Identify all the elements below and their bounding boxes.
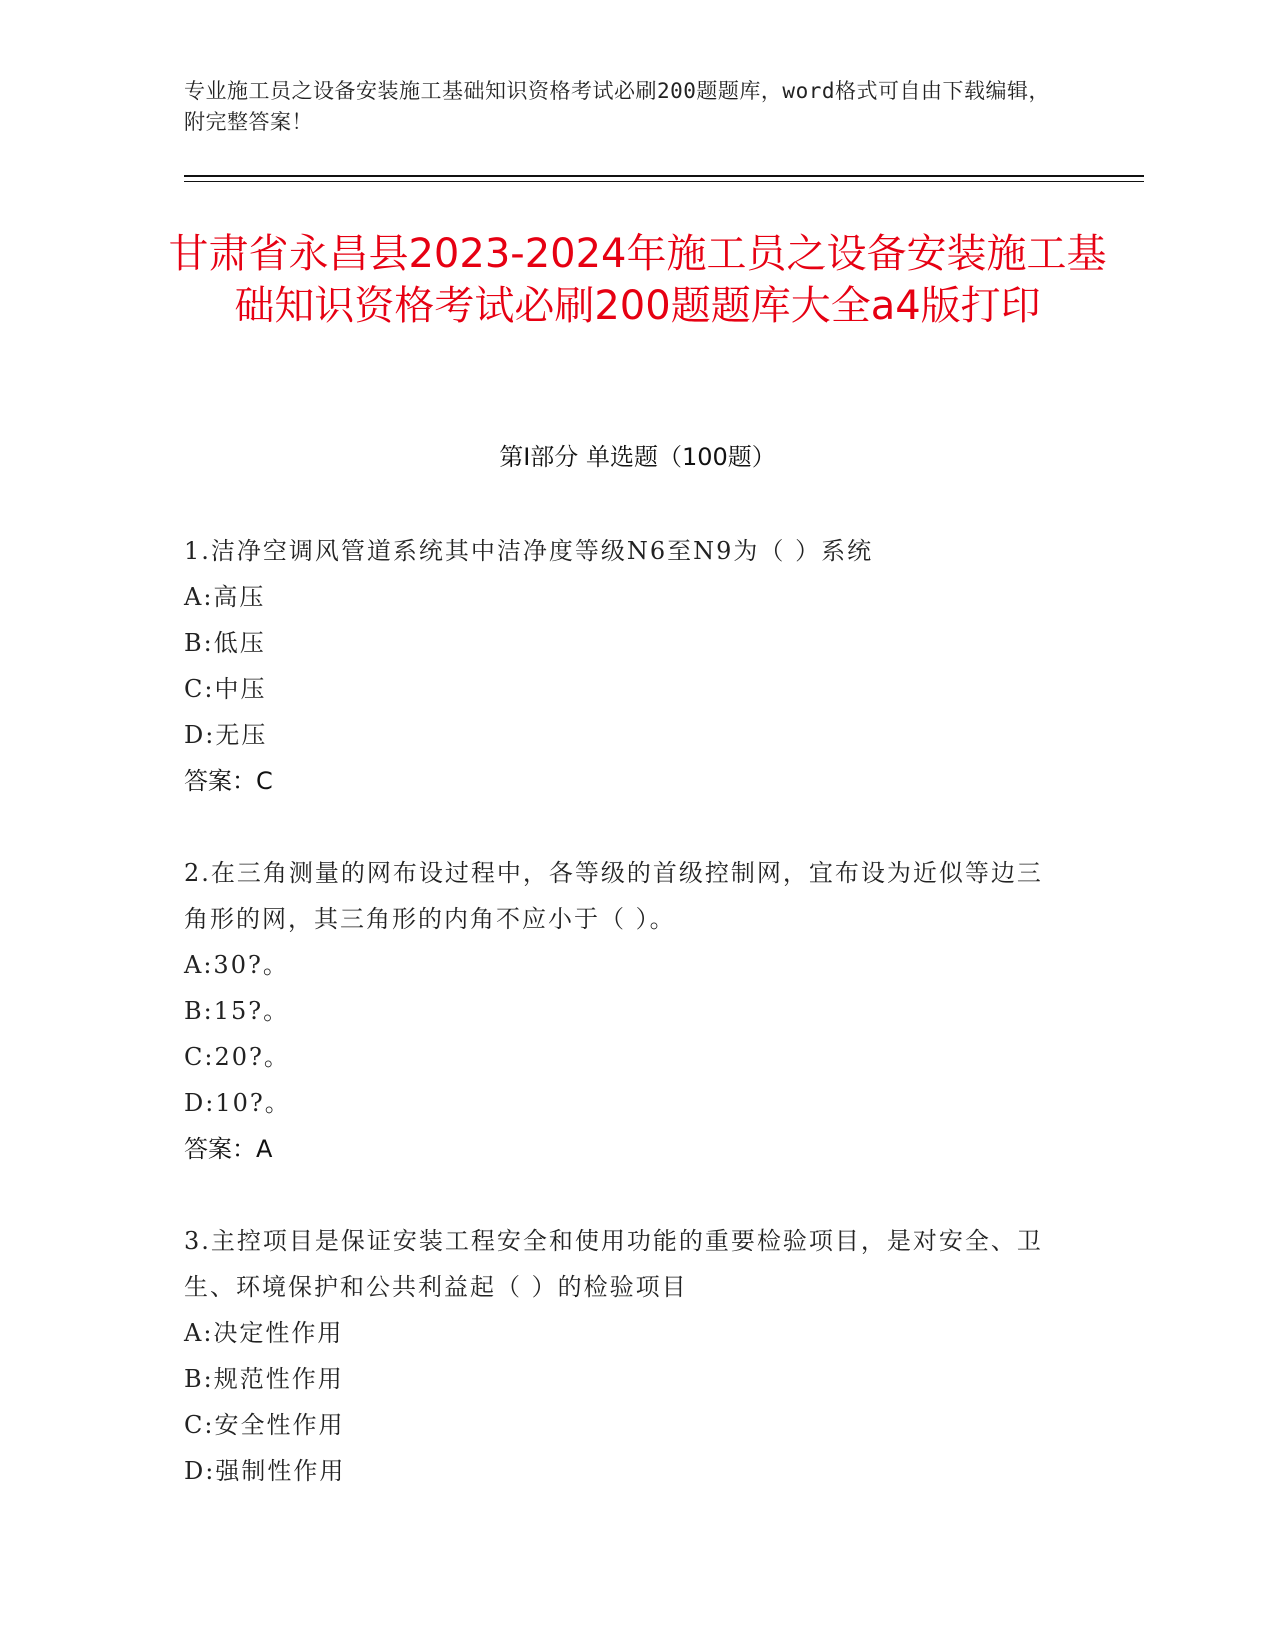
- option-a: A:高压: [184, 583, 266, 611]
- option-c: C:20?。: [184, 1043, 290, 1071]
- answer-line: 答案：C: [184, 767, 273, 795]
- option-b: B:低压: [184, 629, 266, 657]
- question-1: [184, 528, 1064, 804]
- question-stem: 3.主控项目是保证安装工程安全和使用功能的重要检验项目，是对安全、卫生、环境保护和公共利益起（ ）的检验项目: [184, 1227, 1043, 1301]
- option-c: C:安全性作用: [184, 1411, 345, 1439]
- option-a: A:30?。: [184, 951, 289, 979]
- option-d: D:无压: [184, 721, 268, 749]
- option-b: B:15?。: [184, 997, 290, 1025]
- question-2: [184, 850, 1064, 1172]
- section-heading: 第Ⅰ部分 单选题（100题）: [499, 443, 776, 471]
- answer-line: 答案：A: [184, 1135, 273, 1163]
- question-3: [184, 1218, 1064, 1494]
- header-divider-thin: [184, 181, 1144, 182]
- question-stem: 2.在三角测量的网布设过程中，各等级的首级控制网，宜布设为近似等边三角形的网，其三角形的内角不应小于（ ）。: [184, 859, 1043, 933]
- header-divider-thick: [184, 175, 1144, 177]
- option-d: D:强制性作用: [184, 1457, 346, 1485]
- option-d: D:10?。: [184, 1089, 291, 1117]
- option-a: A:决定性作用: [184, 1319, 344, 1347]
- document-title: 甘肃省永昌县2023-2024年施工员之设备安装施工基础知识资格考试必刷200题题库大全a4版打印: [168, 231, 1107, 329]
- question-stem: 1.洁净空调风管道系统其中洁净度等级N6至N9为（ ）系统: [184, 537, 874, 565]
- option-b: B:规范性作用: [184, 1365, 344, 1393]
- header-note: 专业施工员之设备安装施工基础知识资格考试必刷200题题库，word格式可自由下载编辑，附完整答案！: [184, 79, 1050, 134]
- option-c: C:中压: [184, 675, 267, 703]
- question-list: [184, 528, 1064, 1540]
